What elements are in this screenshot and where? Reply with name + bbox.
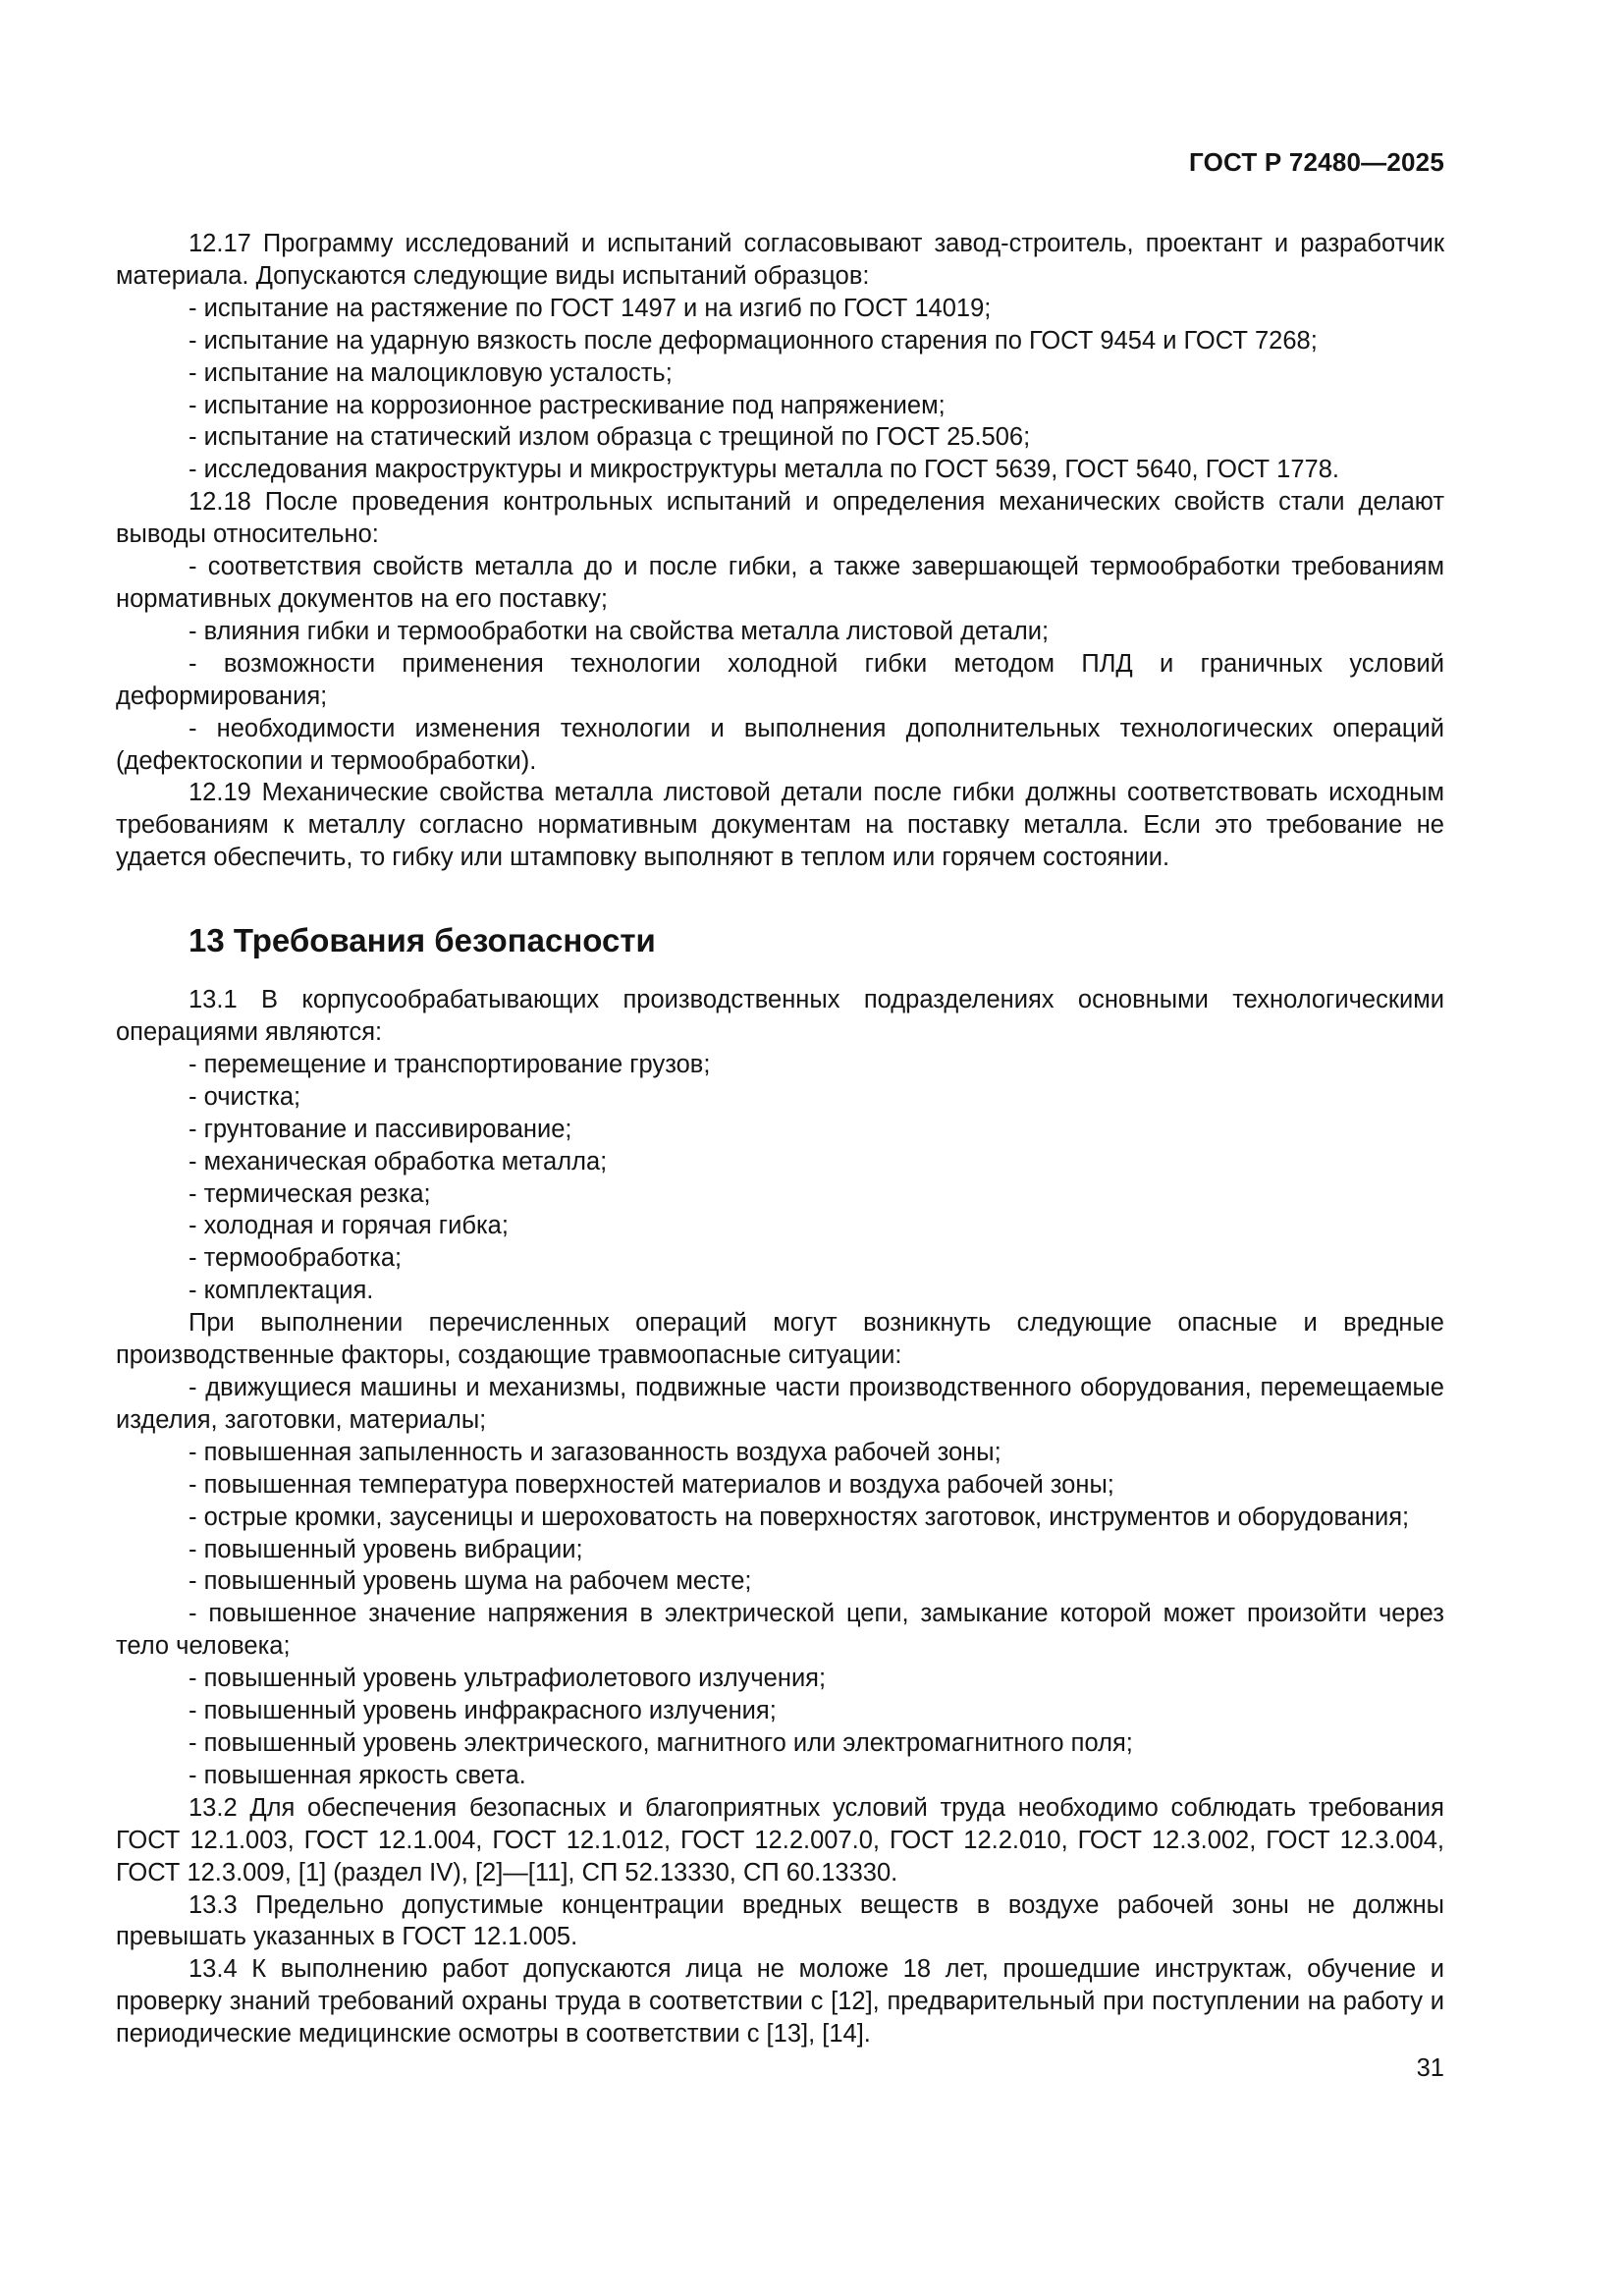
list-item: - повышенный уровень электрического, магнитного или электромагнитного поля; [189,1728,1133,1757]
list-item: - повышенное значение напряжения в электрической цепи, замыкание которой может произойти через тело человека; [116,1600,1444,1661]
page-number: 31 [1416,2054,1444,2082]
list-item: - движущиеся машины и механизмы, подвижные части производственного оборудования, перемещаемые изделия, заготовки, материалы; [116,1374,1444,1434]
clause-13-2: 13.2 Для обеспечения безопасных и благоприятных условий труда необходимо соблюдать требования ГОСТ 12.1.003, ГОСТ 12.1.004, ГОСТ 12.1.012, ГОСТ 12.2.007.0, ГОСТ 12.2.010, ГОСТ 12.3.002, ГОСТ 12.3.004, ГОСТ 12.3.009, [1] (раздел IV), [2]—[11], СП 52.13330, СП 60.13330. [116,1793,1444,1886]
document-body [116,228,1444,2050]
list-item: - возможности применения технологии холодной гибки методом ПЛД и граничных условий деформирования; [116,649,1444,710]
factors-intro: При выполнении перечисленных операций могут возникнуть следующие опасные и вредные производственные факторы, создающие травмоопасные ситуации: [116,1309,1444,1370]
list-item: - перемещение и транспортирование грузов; [189,1050,711,1078]
list-item: - необходимости изменения технологии и выполнения дополнительных технологических операций (дефектоскопии и термообработки). [116,714,1444,775]
list-item: - холодная и горячая гибка; [189,1212,509,1240]
list-item: - комплектация. [189,1277,374,1305]
list-item: - испытание на статический излом образца с трещиной по ГОСТ 25.506; [189,423,1031,452]
list-item: - повышенная запыленность и загазованность воздуха рабочей зоны; [189,1438,1001,1466]
list-item: - повышенный уровень ультрафиолетового излучения; [189,1665,827,1693]
document-code: ГОСТ Р 72480—2025 [1189,147,1444,177]
list-item: - испытание на малоцикловую усталость; [189,358,673,387]
clause-13-1: 13.1 В корпусообрабатывающих производственных подразделениях основными технологическими операциями являются: [116,986,1444,1047]
list-item: - очистка; [189,1082,301,1111]
list-item: - соответствия свойств металла до и после гибки, а также завершающей термообработки требованиям нормативных документов на его поставку; [116,553,1444,613]
list-item: - исследования макроструктуры и микроструктуры металла по ГОСТ 5639, ГОСТ 5640, ГОСТ 1778. [189,456,1339,484]
list-item: - грунтование и пассивирование; [189,1115,572,1143]
list-item: - острые кромки, заусеницы и шероховатость на поверхностях заготовок, инструментов и оборудования; [189,1503,1410,1531]
clause-12-18: 12.18 После проведения контрольных испытаний и определения механических свойств стали делают выводы относительно: [116,488,1444,549]
clause-13-4: 13.4 К выполнению работ допускаются лица не моложе 18 лет, прошедшие инструктаж, обучение и проверку знаний требований охраны труда в соответствии с [12], предварительный при поступлении на работу и периодические медицинские осмотры в соответствии с [13], [14]. [116,1955,1444,2049]
list-item: - повышенный уровень инфракрасного излучения; [189,1697,777,1725]
list-item: - испытание на коррозионное растрескивание под напряжением; [189,391,946,419]
clause-12-19: 12.19 Механические свойства металла листовой детали после гибки должны соответствовать исходным требованиям к металлу согласно нормативным документам на поставку металла. Если это требование не удается обеспечить, то гибку или штамповку выполняют в теплом или горячем состоянии. [116,779,1444,872]
list-item: - термообработка; [189,1244,403,1273]
clause-12-17: 12.17 Программу исследований и испытаний согласовывают завод-строитель, проектант и разработчик материала. Допускаются следующие виды испытаний образцов: [116,230,1444,290]
list-item: - повышенный уровень шума на рабочем месте; [189,1567,752,1596]
list-item: - испытание на ударную вязкость после деформационного старения по ГОСТ 9454 и ГОСТ 7268; [189,326,1318,355]
list-item: - влияния гибки и термообработки на свойства металла листовой детали; [189,617,1050,645]
list-item: - механическая обработка металла; [189,1147,608,1175]
list-item: - испытание на растяжение по ГОСТ 1497 и на изгиб по ГОСТ 14019; [189,294,992,322]
list-item: - повышенный уровень вибрации; [189,1535,583,1563]
list-item: - повышенная температура поверхностей материалов и воздуха рабочей зоны; [189,1470,1114,1499]
list-item: - повышенная яркость света. [189,1761,526,1789]
list-item: - термическая резка; [189,1179,431,1208]
section-heading: 13 Требования безопасности [189,922,656,959]
clause-13-3: 13.3 Предельно допустимые концентрации вредных веществ в воздухе рабочей зоны не должны превышать указанных в ГОСТ 12.1.005. [116,1890,1444,1951]
